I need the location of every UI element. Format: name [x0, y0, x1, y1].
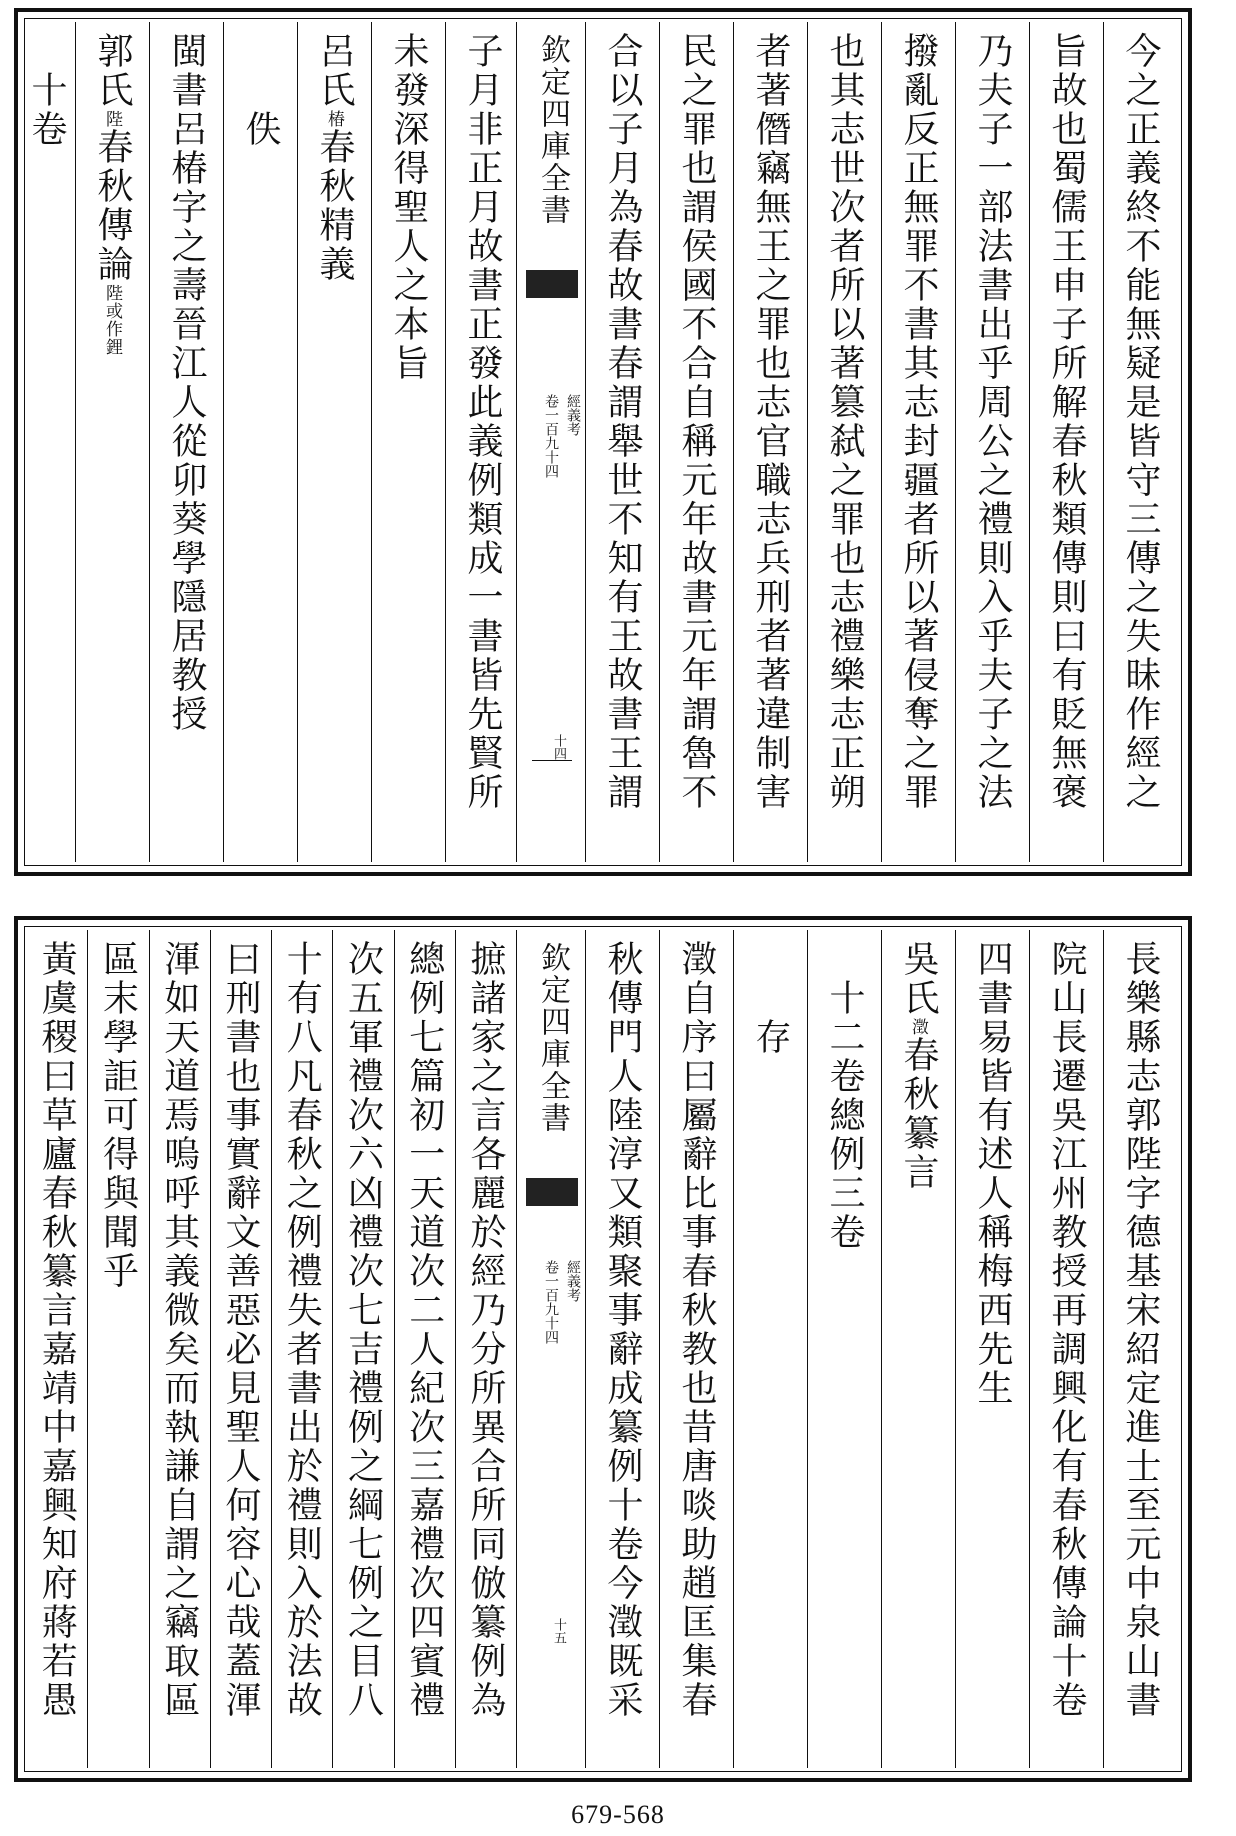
- entry-title: 春秋傳論: [92, 128, 133, 284]
- text-column: [84, 32, 140, 854]
- text-column: 撥亂反正無罪不書其志封疆者所以著侵奪之罪: [898, 32, 939, 812]
- text-column: 閩書呂椿字之壽晉江人從卯葵學隱居教授: [166, 32, 207, 734]
- fishtail-mark: [526, 1178, 578, 1206]
- column-rule: [807, 930, 808, 1768]
- text-column: 渾如天道焉嗚呼其義微矣而執謙自謂之竊取區: [158, 940, 200, 1720]
- text-column: 澂自序曰屬辭比事春秋教也昔唐啖助趙匡集春: [676, 940, 717, 1720]
- text-column: 區末學詎可得與聞乎: [97, 940, 139, 1291]
- column-rule: [516, 22, 517, 862]
- text-column: 佚: [240, 32, 281, 149]
- center-gutter: [524, 22, 580, 862]
- entry-author: 郭氏: [92, 32, 133, 110]
- upper-page-frame: [14, 8, 1192, 876]
- entry-title: 春秋纂言: [898, 1036, 939, 1192]
- column-rule: [394, 930, 395, 1768]
- fishtail-mark: [526, 270, 578, 298]
- column-rule: [659, 22, 660, 862]
- column-rule: [955, 22, 956, 862]
- text-column: 民之罪也謂侯國不合自稱元年故書元年謂魯不: [676, 32, 717, 812]
- column-rule: [445, 22, 446, 862]
- column-rule: [223, 22, 224, 862]
- gutter-section: 經義考: [565, 1260, 581, 1302]
- column-rule: [149, 930, 150, 1768]
- column-rule: [733, 22, 734, 862]
- text-column: 今之正義終不能無疑是皆守三傳之失昧作經之: [1120, 32, 1161, 812]
- column-rule: [455, 930, 456, 1768]
- text-column: 院山長遷吳江州教授再調興化有春秋傳論十卷: [1046, 940, 1087, 1720]
- text-column: 黃虞稷曰草廬春秋纂言嘉靖中嘉興知府蔣若愚: [36, 940, 78, 1720]
- column-rule: [271, 930, 272, 1768]
- gutter-page-number: 十四: [551, 734, 566, 760]
- column-rule: [371, 22, 372, 862]
- column-rule: [881, 930, 882, 1768]
- text-column: 乃夫子一部法書出乎周公之禮則入乎夫子之法: [972, 32, 1013, 812]
- column-rule: [955, 930, 956, 1768]
- center-gutter: [524, 930, 580, 1768]
- text-column: 十有八凡春秋之例禮失者書出於禮則入於法故: [281, 940, 323, 1720]
- column-rule: [87, 930, 88, 1768]
- column-rule: [1029, 930, 1030, 1768]
- text-column: 子月非正月故書正發此義例類成一書皆先賢所: [462, 32, 503, 812]
- column-rule: [659, 930, 660, 1768]
- text-column: 合以子月為春故書春謂舉世不知有王故書王謂: [602, 32, 643, 812]
- text-column: 秋傳門人陸淳又類聚事辭成纂例十卷今澂既采: [602, 940, 643, 1720]
- author-name-note: 澂: [908, 1018, 928, 1036]
- column-rule: [807, 22, 808, 862]
- text-column: 也其志世次者所以著篡弑之罪也志禮樂志正朔: [824, 32, 865, 812]
- lower-page-frame: [14, 916, 1192, 1782]
- column-rule: [297, 22, 298, 862]
- text-column: 存: [750, 940, 791, 1057]
- column-rule: [75, 22, 76, 862]
- gutter-volume: 卷一百九十四: [543, 1260, 559, 1344]
- text-column: 次五軍禮次六凶禮次七吉禮例之綱七例之目八: [342, 940, 384, 1720]
- text-column: 未發深得聖人之本旨: [388, 32, 429, 383]
- text-column: 旨故也蜀儒王申子所解春秋類傳則曰有貶無褒: [1046, 32, 1087, 812]
- entry-author: 呂氏: [314, 32, 355, 110]
- column-rule: [332, 930, 333, 1768]
- column-rule: [516, 930, 517, 1768]
- column-rule: [149, 22, 150, 862]
- column-rule: [1103, 22, 1104, 862]
- gutter-page-number: 十五: [551, 1618, 566, 1644]
- text-column: 總例七篇初一天道次二人紀次三嘉禮次四賓禮: [403, 940, 445, 1720]
- column-rule: [210, 930, 211, 1768]
- text-column: 曰刑書也事實辭文善惡必見聖人何容心哉蓋渾: [220, 940, 261, 1720]
- author-name-note: 椿: [324, 110, 344, 128]
- text-column: 摭諸家之言各麗於經乃分所異合所同倣纂例為: [465, 940, 506, 1720]
- page-number: 679-568: [571, 1800, 665, 1829]
- gutter-section: 經義考: [565, 394, 581, 436]
- text-column: [306, 32, 362, 854]
- text-column: 者著僭竊無王之罪也志官職志兵刑者著違制害: [750, 32, 791, 812]
- text-column: 長樂縣志郭陛字德基宋紹定進士至元中泉山書: [1120, 940, 1161, 1720]
- column-rule: [1103, 930, 1104, 1768]
- entry-author: 吳氏: [898, 940, 939, 1018]
- author-name-note: 陛: [102, 110, 122, 128]
- column-rule: [1029, 22, 1030, 862]
- gutter-book-title: 欽定四庫全書: [535, 942, 570, 1134]
- column-rule: [733, 930, 734, 1768]
- text-column: 十二卷總例三卷: [824, 940, 865, 1252]
- column-rule: [881, 22, 882, 862]
- text-column: 四書易皆有述人稱梅西先生: [972, 940, 1013, 1408]
- column-rule: [585, 930, 586, 1768]
- title-variant-note: 陛或作鋰: [102, 284, 122, 356]
- entry-title: 春秋精義: [314, 128, 355, 284]
- text-column: 十卷: [26, 32, 67, 149]
- gutter-volume: 卷一百九十四: [543, 394, 559, 478]
- column-rule: [585, 22, 586, 862]
- text-column: [890, 940, 946, 1760]
- gutter-book-title: 欽定四庫全書: [535, 34, 570, 226]
- gutter-rule: [532, 760, 572, 761]
